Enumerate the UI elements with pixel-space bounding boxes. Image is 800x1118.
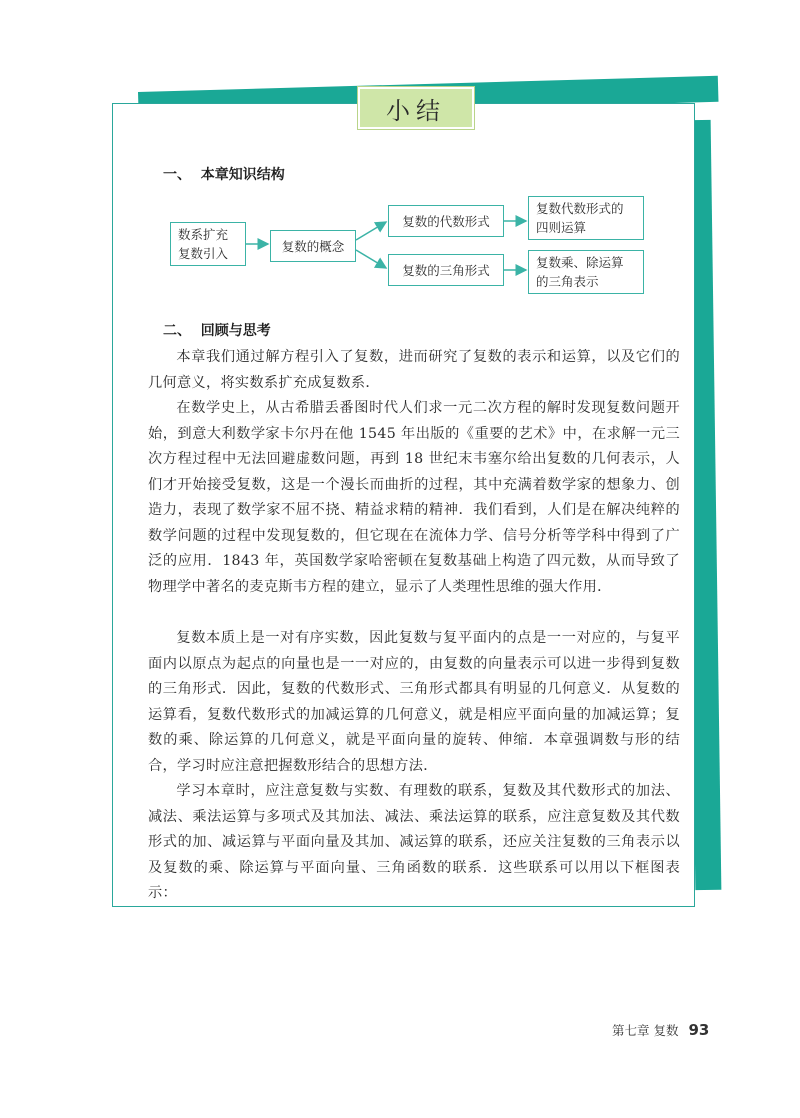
section2-heading: 二、 回顾与思考 bbox=[163, 323, 271, 339]
footer-chapter: 第七章 复数 bbox=[612, 1023, 679, 1038]
paragraph-2: 在数学史上，从古希腊丢番图时代人们求一元二次方程的解时发现复数问题开始，到意大利数学家卡尔丹在他 1545 年出版的《重要的艺术》中，在求解一元三次方程过程中无法回避虚数问题，再到 18 世纪末韦塞尔给出复数的几何表示，人们才开始接受复数，这是一个漫长而曲折的过程，其中充满着数学家的想象力、创造力，表现了数学家不屈不挠、精益求精的精神．我们看到，人们是在解决纯粹的数学问题的过程中发现复数的，但它现在在流体力学、信号分析等学科中得到了广泛的应用．1843 年，英国数学家哈密顿在复数基础上构造了四元数，从而导致了物理学中著名的麦克斯韦方程的建立，显示了人类理性思维的强大作用． bbox=[148, 400, 680, 595]
diagram-node-concept: 复数的概念 bbox=[270, 230, 356, 262]
diagram-node-algebraic-form: 复数的代数形式 bbox=[388, 205, 504, 237]
arrow-n2-n4 bbox=[356, 250, 386, 268]
diagram-node-trig-form: 复数的三角形式 bbox=[388, 254, 504, 286]
paragraph-4: 学习本章时，应注意复数与实数、有理数的联系，复数及其代数形式的加法、减法、乘法运算与多项式及其加法、减法、乘法运算的联系，应注意复数及其代数形式的加、减运算与平面向量及其加、减运算的联系，还应关注复数的三角表示以及复数的乘、除运算与平面向量、三角函数的联系．这些联系可以用以下框图表示： bbox=[148, 783, 680, 901]
summary-title: 小结 bbox=[386, 96, 446, 125]
arrow-n2-n3 bbox=[356, 222, 386, 240]
diagram-node-trig-mult-div: 复数乘、除运算 的三角表示 bbox=[528, 250, 644, 294]
section1-heading: 一、 本章知识结构 bbox=[163, 167, 285, 183]
diagram-node-arithmetic: 复数代数形式的 四则运算 bbox=[528, 196, 644, 240]
paragraph-3: 复数本质上是一对有序实数，因此复数与复平面内的点是一一对应的，与复平面内以原点为起点的向量也是一一对应的，由复数的向量表示可以进一步得到复数的三角形式．因此，复数的代数形式、三角形式都具有明显的几何意义．从复数的运算看，复数代数形式的加减运算的几何意义，就是相应平面向量的加减运算；复数的乘、除运算的几何意义，就是平面向量的旋转、伸缩．本章强调数与形的结合，学习时应注意把握数形结合的思想方法． bbox=[148, 630, 680, 774]
paragraph-1: 本章我们通过解方程引入了复数，进而研究了复数的表示和运算，以及它们的几何意义，将实数系扩充成复数系． bbox=[148, 349, 680, 391]
page-footer bbox=[612, 1021, 709, 1039]
page-number: 93 bbox=[688, 1021, 710, 1039]
diagram-node-number-system: 数系扩充 复数引入 bbox=[170, 222, 246, 266]
